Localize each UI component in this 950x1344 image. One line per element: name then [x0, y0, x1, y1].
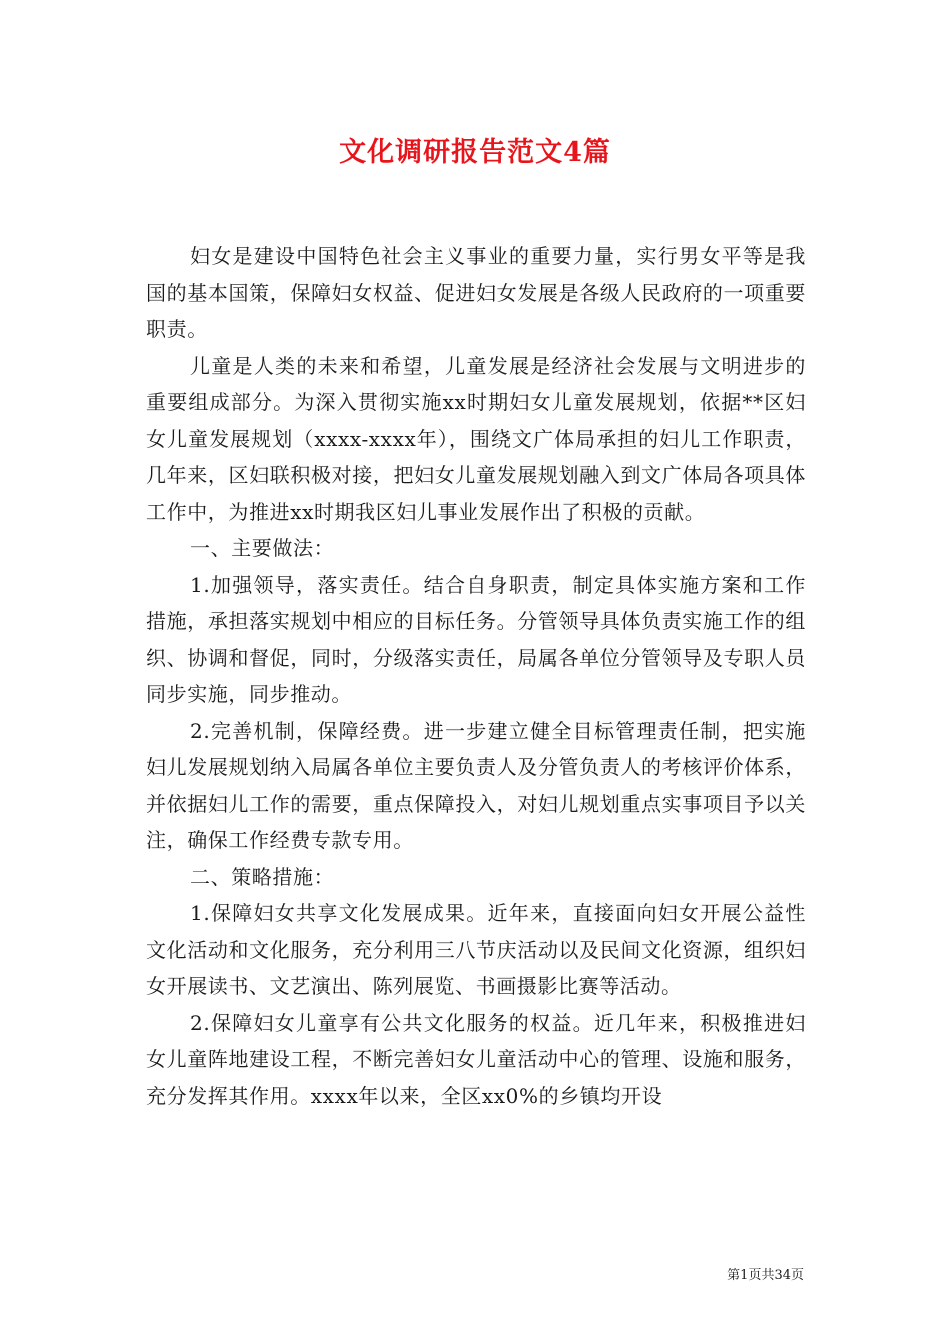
paragraph-strategy-1: 1.保障妇女共享文化发展成果。近年来，直接面向妇女开展公益性文化活动和文化服务，充分利用三八节庆活动以及民间文化资源，组织妇女开展读书、文艺演出、陈列展览、书画摄影比赛等活动。 — [146, 901, 806, 998]
page-number-footer: 第1页共34页 — [727, 1268, 804, 1283]
section-heading-strategies: 二、策略措施： — [190, 864, 335, 889]
paragraph-strategy-2: 2.保障妇女儿童享有公共文化服务的权益。近几年来，积极推进妇女儿童阵地建设工程，不断完善妇女儿童活动中心的管理、设施和服务，充分发挥其作用。xxxx年以来，全区xx0%的乡镇均开设 — [146, 1010, 806, 1108]
paragraph-practice-1: 1.加强领导，落实责任。结合自身职责，制定具体实施方案和工作措施，承担落实规划中相应的目标任务。分管领导具体负责实施工作的组织、协调和督促，同时，分级落实责任，局属各单位分管领导及专职人员同步实施，同步推动。 — [146, 572, 806, 706]
paragraph-intro-women: 妇女是建设中国特色社会主义事业的重要力量，实行男女平等是我国的基本国策，保障妇女权益、促进妇女发展是各级人民政府的一项重要职责。 — [146, 244, 806, 341]
document-title: 文化调研报告范文4篇 — [339, 137, 611, 168]
document-body — [146, 238, 806, 1114]
paragraph-practice-2: 2.完善机制，保障经费。进一步建立健全目标管理责任制，把实施妇儿发展规划纳入局属各单位主要负责人及分管负责人的考核评价体系，并依据妇儿工作的需要，重点保障投入，对妇儿规划重点实事项目予以关注，确保工作经费专款专用。 — [146, 718, 806, 852]
section-heading-main-practices: 一、主要做法： — [190, 536, 335, 560]
paragraph-intro-children: 儿童是人类的未来和希望，儿童发展是经济社会发展与文明进步的重要组成部分。为深入贯彻实施xx时期妇女儿童发展规划，依据**区妇女儿童发展规划（xxxx-xxxx年），围绕文广体局承担的妇儿工作职责，几年来，区妇联积极对接，把妇女儿童发展规划融入到文广体局各项具体工作中，为推进xx时期我区妇儿事业发展作出了积极的贡献。 — [146, 353, 806, 524]
